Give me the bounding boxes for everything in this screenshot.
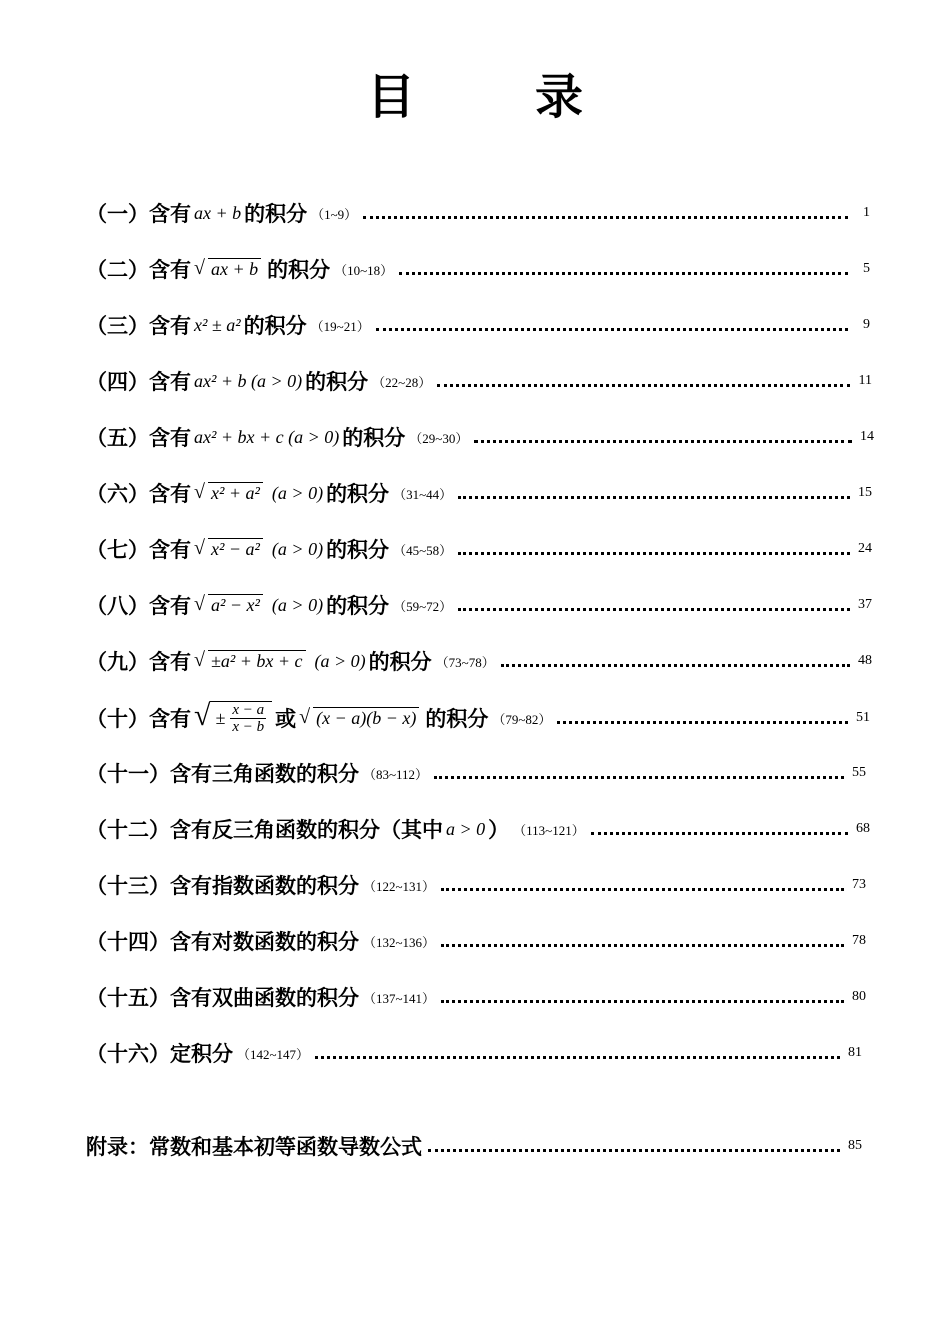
entry-page: 9 xyxy=(863,317,870,332)
entry-number: （五） xyxy=(86,426,149,450)
entry-page: 51 xyxy=(856,710,870,725)
entry-range: （132~136） xyxy=(363,934,436,950)
title-char-2: 录 xyxy=(535,69,584,125)
entry-page: 80 xyxy=(852,989,866,1004)
entry-math-condition: (a > 0) xyxy=(271,538,324,559)
entry-page: 78 xyxy=(852,933,866,948)
leader-dots xyxy=(399,252,848,275)
leader-dots xyxy=(363,196,848,219)
entry-math: ax² + b (a > 0) xyxy=(194,370,303,391)
entry-math: ax + b xyxy=(208,258,261,280)
entry-number: （十四） xyxy=(86,930,170,954)
entry-math-condition: (a > 0) xyxy=(314,650,366,671)
toc-entry[interactable] xyxy=(86,308,870,342)
entry-page: 14 xyxy=(860,429,874,444)
entry-fraction: $\frac{x - a}{x - b}$ xyxy=(232,701,265,735)
sqrt-symbol: √ a² − x² xyxy=(194,594,266,616)
toc-entry[interactable] xyxy=(86,696,870,740)
toc-entry[interactable] xyxy=(86,476,872,510)
leader-dots xyxy=(437,364,850,387)
entry-number: （十五） xyxy=(86,986,170,1010)
entry-label-suffix: 的积分 xyxy=(425,707,489,731)
leader-dots xyxy=(376,308,848,331)
entry-page: 81 xyxy=(848,1045,862,1060)
entry-page: 1 xyxy=(863,205,870,220)
entry-range: （22~28） xyxy=(372,374,432,390)
entry-page: 11 xyxy=(858,373,872,388)
leader-dots xyxy=(441,868,844,891)
leader-dots xyxy=(474,420,852,443)
sqrt-symbol: √ x² − a² xyxy=(194,538,266,560)
appendix-label: 附录：常数和基本初等函数导数公式 xyxy=(86,1135,422,1159)
toc-entry[interactable] xyxy=(86,980,866,1014)
entry-range: （31~44） xyxy=(393,486,453,502)
entry-range: （1~9） xyxy=(311,206,358,222)
entry-range: （19~21） xyxy=(310,318,370,334)
toc-entry-appendix[interactable] xyxy=(86,1129,862,1163)
entry-range: （73~78） xyxy=(435,654,495,670)
sqrt-symbol: √ x² + a² xyxy=(194,482,266,504)
entry-label-suffix: 的积分 xyxy=(326,538,390,562)
leader-dots xyxy=(458,532,850,555)
entry-label: 含有指数函数的积分 xyxy=(170,874,359,898)
toc-entry[interactable] xyxy=(86,588,872,622)
entry-label-suffix: 的积分 xyxy=(368,650,432,674)
entry-math: a > 0 xyxy=(446,818,486,839)
entry-number: （十） xyxy=(86,707,149,731)
entry-label: 含有三角函数的积分 xyxy=(170,762,359,786)
entry-page: 48 xyxy=(858,653,872,668)
entry-label-suffix: 的积分 xyxy=(243,314,307,338)
entry-label: 含有 xyxy=(149,594,191,618)
toc-entry[interactable] xyxy=(86,532,872,566)
entry-range: （137~141） xyxy=(363,990,436,1006)
entry-page: 68 xyxy=(856,821,870,836)
entry-range: （10~18） xyxy=(334,262,394,278)
leader-dots xyxy=(458,476,850,499)
entry-number: （一） xyxy=(86,202,149,226)
entry-range: （59~72） xyxy=(393,598,453,614)
entry-number: （六） xyxy=(86,482,149,506)
entry-math: x² + a² xyxy=(208,482,263,504)
entry-range: （29~30） xyxy=(409,430,469,446)
leader-dots xyxy=(458,588,850,611)
toc-entry[interactable] xyxy=(86,1036,862,1070)
entry-math: ±a² + bx + c xyxy=(208,650,306,672)
entry-label: 含有对数函数的积分 xyxy=(170,930,359,954)
toc-entry[interactable] xyxy=(86,252,870,286)
page-title xyxy=(0,58,950,127)
leader-dots xyxy=(441,924,844,947)
leader-dots xyxy=(434,756,844,779)
appendix-page: 85 xyxy=(848,1138,862,1153)
entry-label-suffix: 的积分 xyxy=(267,258,331,282)
entry-label: 含有反三角函数的积分（其中 xyxy=(170,818,443,842)
leader-dots xyxy=(591,812,848,835)
entry-number: （十六） xyxy=(86,1042,170,1066)
entry-label: 含有 xyxy=(149,650,191,674)
entry-range: （45~58） xyxy=(393,542,453,558)
entry-math: x² ± a² xyxy=(194,314,241,335)
entry-label: 含有 xyxy=(149,314,191,338)
toc-entry[interactable] xyxy=(86,196,870,230)
entry-label-suffix: ） xyxy=(488,818,510,842)
toc-entry[interactable] xyxy=(86,420,874,454)
entry-number: （七） xyxy=(86,538,149,562)
sqrt-symbol: √ ± $\frac{x - a}{x - b}$ xyxy=(194,701,272,736)
toc-entry[interactable] xyxy=(86,756,866,790)
entry-math: (x − a)(b − x) xyxy=(313,707,419,729)
leader-dots xyxy=(557,701,848,724)
entry-label-suffix: 的积分 xyxy=(326,482,390,506)
entry-label: 含有双曲函数的积分 xyxy=(170,986,359,1010)
entry-number: （十三） xyxy=(86,874,170,898)
entry-label-suffix: 的积分 xyxy=(326,594,390,618)
entry-page: 15 xyxy=(858,485,872,500)
entry-range: （122~131） xyxy=(363,878,436,894)
entry-range: （142~147） xyxy=(237,1046,310,1062)
entry-number: （四） xyxy=(86,370,149,394)
entry-page: 73 xyxy=(852,877,866,892)
title-char-1: 目 xyxy=(366,69,415,125)
entry-label-suffix: 的积分 xyxy=(342,426,406,450)
entry-range: （79~82） xyxy=(492,711,552,727)
entry-math-condition: (a > 0) xyxy=(271,482,324,503)
entry-label-suffix: 的积分 xyxy=(244,202,308,226)
leader-dots xyxy=(428,1129,840,1152)
entry-number: （十一） xyxy=(86,762,170,786)
toc-entry[interactable] xyxy=(86,644,872,678)
entry-page: 37 xyxy=(858,597,872,612)
entry-range: （113~121） xyxy=(513,822,585,838)
entry-label-suffix: 的积分 xyxy=(305,370,369,394)
sqrt-symbol: √ ax + b xyxy=(194,258,264,280)
entry-label: 含有 xyxy=(149,370,191,394)
entry-label: 含有 xyxy=(149,426,191,450)
toc-entry[interactable] xyxy=(86,364,872,398)
entry-label: 含有 xyxy=(149,202,191,226)
entry-label: 含有 xyxy=(149,707,191,731)
entry-label-or: 或 xyxy=(275,707,297,731)
sqrt-symbol: √ (x − a)(b − x) xyxy=(299,707,422,729)
entry-math: a² − x² xyxy=(208,594,263,616)
entry-math: ax + b xyxy=(194,202,242,223)
entry-number: （二） xyxy=(86,258,149,282)
entry-page: 24 xyxy=(858,541,872,556)
entry-label: 含有 xyxy=(149,482,191,506)
entry-math: x² − a² xyxy=(208,538,263,560)
entry-number: （三） xyxy=(86,314,149,338)
entry-math: ax² + bx + c (a > 0) xyxy=(194,426,340,447)
entry-math-condition: (a > 0) xyxy=(271,594,324,615)
leader-dots xyxy=(315,1036,840,1059)
entry-number: （九） xyxy=(86,650,149,674)
entry-label: 含有 xyxy=(149,258,191,282)
entry-label: 含有 xyxy=(149,538,191,562)
entry-number: （十二） xyxy=(86,818,170,842)
leader-dots xyxy=(501,644,850,667)
sqrt-symbol: √ ±a² + bx + c xyxy=(194,650,309,672)
toc-entry[interactable] xyxy=(86,812,870,846)
leader-dots xyxy=(441,980,844,1003)
entry-number: （八） xyxy=(86,594,149,618)
toc-entry[interactable] xyxy=(86,924,866,958)
entry-page: 55 xyxy=(852,765,866,780)
entry-label: 定积分 xyxy=(170,1042,233,1066)
toc-entry[interactable] xyxy=(86,868,866,902)
entry-page: 5 xyxy=(863,261,870,276)
entry-range: （83~112） xyxy=(363,766,429,782)
